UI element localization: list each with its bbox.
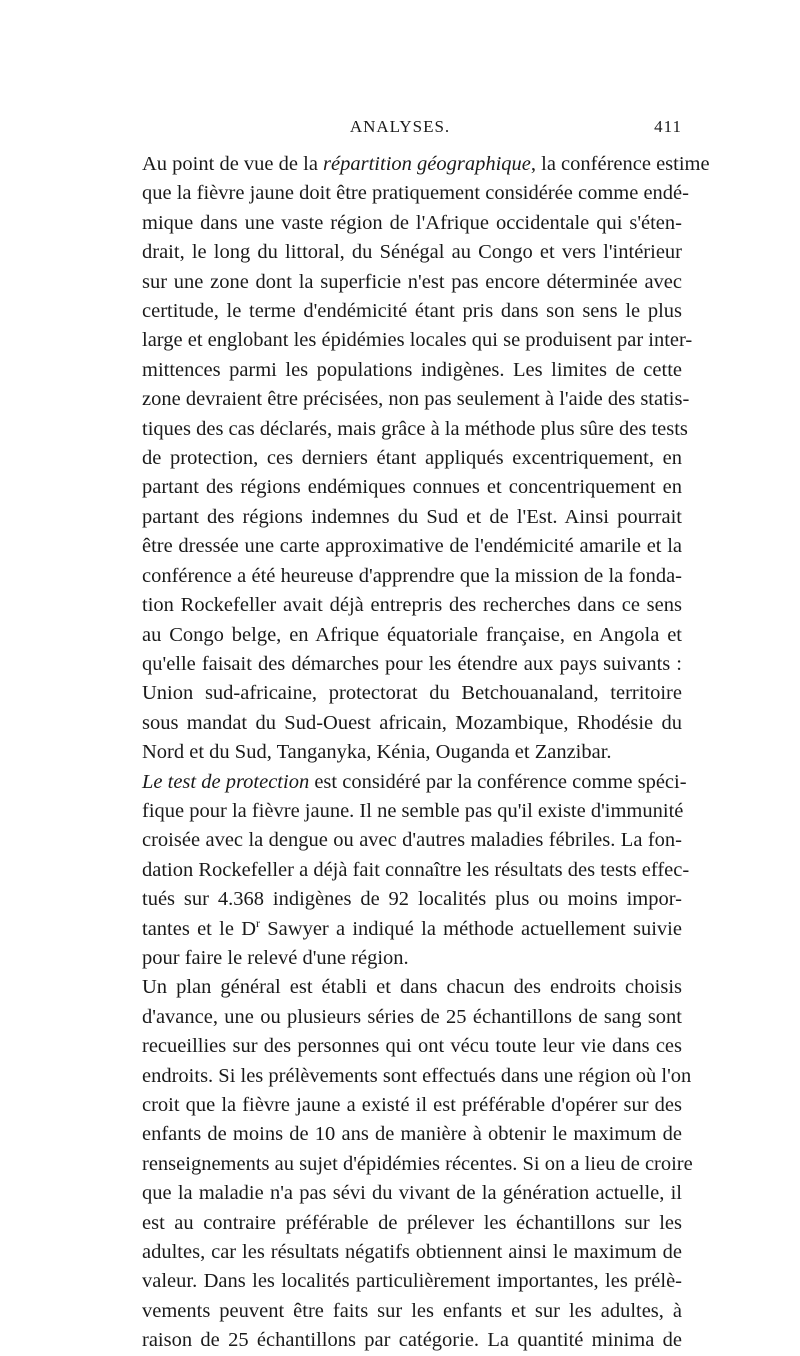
text-line [118,1297,682,1326]
text-line [118,621,682,650]
text-run: tiques des cas déclarés, mais grâce à la méthode plus sûre des tests [142,417,688,440]
text-run: fique pour la fièvre jaune. Il ne semble pas qu'il existe d'immunité [142,799,684,822]
text-run: dation Rockefeller a déjà fait connaître les résultats des tests effec- [142,858,690,881]
text-run: drait, le long du littoral, du Sénégal au Congo et vers l'intérieur [142,241,682,264]
text-line [118,1267,682,1296]
text-line [118,679,682,708]
text-run: Sawyer a indiqué la méthode actuellement suivie [260,917,682,940]
text-line [118,503,682,532]
italic-term: répartition géographique [323,153,531,175]
text-line [118,915,682,944]
text-run: d'avance, une ou plusieurs séries de 25 échantillons de sang sont [142,1005,682,1028]
text-run: tion Rockefeller avait déjà entrepris des recherches dans ce sens [142,594,682,617]
text-run: au Congo belge, en Afrique équatoriale française, en Angola et [142,623,682,646]
paragraph [118,973,693,1355]
text-line [118,1209,682,1238]
text-line [118,1032,682,1061]
text-line [118,179,689,208]
text-line [118,356,682,385]
text-run: être dressée une carte approximative de l'endémicité amarile et la [142,535,682,558]
paragraph [118,150,710,768]
text-line [118,444,682,473]
text-run: Nord et du Sud, Tanganyka, Kénia, Ouganda et Zanzibar. [142,741,612,764]
text-line [118,1326,682,1355]
text-line [118,738,682,767]
text-line [118,150,710,179]
text-line [118,1062,692,1091]
text-run: valeur. Dans les localités particulièrement importantes, les prélè- [142,1270,682,1293]
paragraph [118,768,690,974]
text-line [118,826,682,855]
text-run: tantes et le D [142,917,256,940]
text-run: Un plan général est établi et dans chacun des endroits choisis [142,976,682,999]
text-line [118,1150,693,1179]
text-run: tués sur 4.368 indigènes de 92 localités plus ou moins impor- [142,888,682,911]
text-run: enfants de moins de 10 ans de manière à obtenir le maximum de [142,1123,682,1146]
text-run: mique dans une vaste région de l'Afrique occidentale qui s'éten- [142,211,682,234]
text-run: partant des régions indemnes du Sud et de l'Est. Ainsi pourrait [142,505,682,528]
text-run: de protection, ces derniers étant appliqués excentriquement, en [142,447,682,470]
text-run: que la maladie n'a pas sévi du vivant de la génération actuelle, il [142,1182,682,1205]
running-title: ANALYSES. [349,117,451,136]
text-run: certitude, le terme d'endémicité étant pris dans son sens le plus [142,300,682,323]
text-run: pour faire le relevé d'une région. [142,946,409,969]
page-number: 411 [654,117,682,136]
text-line [118,944,682,973]
text-run: Au point de vue de la [142,153,324,175]
body-text [118,150,710,1356]
text-line [118,768,687,797]
text-line [118,973,682,1002]
text-line [118,885,682,914]
italic-term: Le test de protection [142,770,310,793]
text-run: endroits. Si les prélèvements sont effectués dans une région où l'on [142,1064,692,1087]
running-head [118,117,682,143]
text-line [118,856,690,885]
text-line [118,326,693,355]
text-run: est considéré par la conférence comme spéci- [309,770,687,793]
text-line [118,1003,682,1032]
text-run: renseignements au sujet d'épidémies récentes. Si on a lieu de croire [142,1152,693,1175]
text-run: partant des régions endémiques connues et concentriquement en [142,476,682,499]
text-line [118,297,682,326]
text-run: est au contraire préférable de prélever les échantillons sur les [142,1211,682,1234]
text-line [118,797,682,826]
text-run: Union sud-africaine, protectorat du Betchouanaland, territoire [142,682,682,705]
text-run: adultes, car les résultats négatifs obtiennent ainsi le maximum de [142,1241,682,1264]
text-run: croisée avec la dengue ou avec d'autres maladies fébriles. La fon- [142,829,682,852]
text-line [118,473,682,502]
text-line [118,1091,682,1120]
text-run: sous mandat du Sud-Ouest africain, Mozambique, Rhodésie du [142,711,682,734]
text-run: raison de 25 échantillons par catégorie. La quantité minima de [142,1329,682,1352]
text-run: croit que la fièvre jaune a existé il est préférable d'opérer sur des [142,1094,682,1116]
text-run: , la conférence estime [530,153,710,175]
text-line [118,1179,682,1208]
text-line [118,238,682,267]
text-run: recueillies sur des personnes qui ont vécu toute leur vie dans ces [142,1035,682,1058]
text-run: qu'elle faisait des démarches pour les étendre aux pays suivants : [142,652,682,675]
text-line [118,268,682,297]
text-run: sur une zone dont la superficie n'est pas encore déterminée avec [142,270,682,293]
text-run: conférence a été heureuse d'apprendre que la mission de la fonda- [142,564,682,587]
text-run: mittences parmi les populations indigènes. Les limites de cette [142,358,682,381]
text-line [118,532,682,561]
superscript: r [256,915,260,930]
text-line [118,1120,682,1149]
text-run: vements peuvent être faits sur les enfants et sur les adultes, à [142,1299,682,1322]
text-line [118,385,690,414]
text-run: zone devraient être précisées, non pas seulement à l'aide des statis- [142,388,690,411]
text-line [118,562,682,591]
text-run: que la fièvre jaune doit être pratiquement considérée comme endé- [142,182,689,205]
text-line [118,591,682,620]
text-line [118,709,682,738]
text-run: large et englobant les épidémies locales qui se produisent par inter- [142,329,693,352]
text-line [118,650,682,679]
text-line [118,1238,682,1267]
text-line [118,209,682,238]
text-line [118,415,688,444]
